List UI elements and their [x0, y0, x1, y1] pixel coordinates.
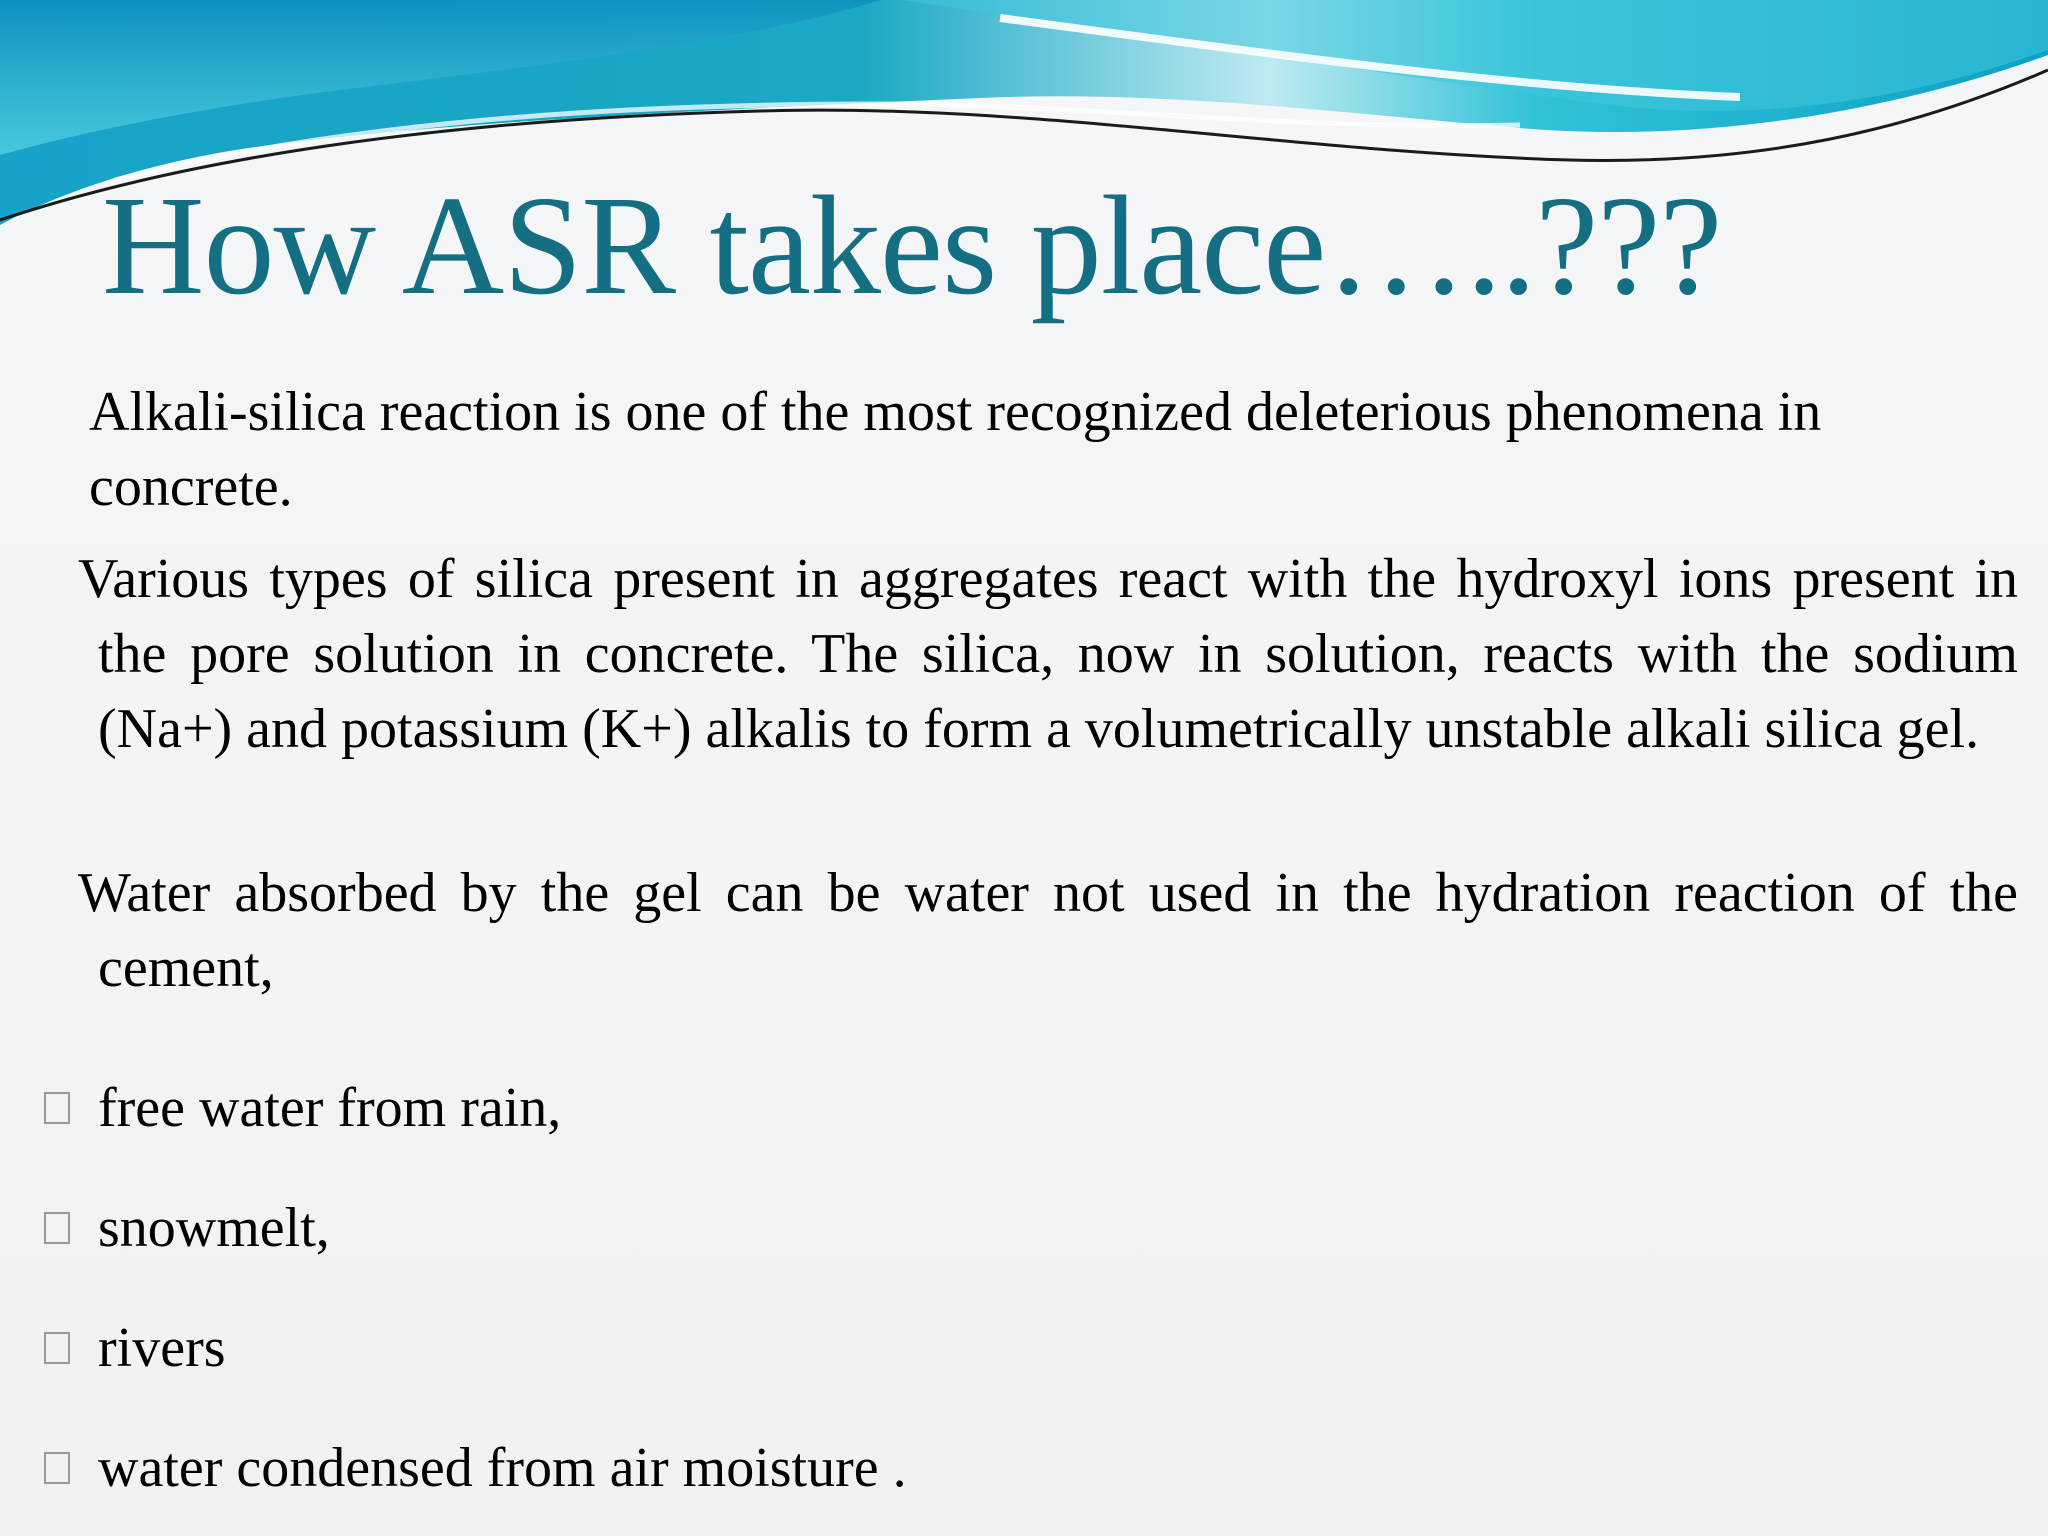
- bullet-text: free water from rain,: [98, 1076, 562, 1139]
- water-source-bullet-list: [44, 1048, 1944, 1528]
- square-bullet-icon: [44, 1092, 70, 1124]
- bullet-item-air-moisture: [44, 1408, 1944, 1528]
- bullet-item-rivers: [44, 1288, 1944, 1408]
- paragraph-silica-reaction: Various types of silica present in aggregates react with the hydroxyl ions present in the pore solution in concrete. The silica, now in solution, reacts with the sodium (Na+) and potassium (K+) alkalis to form a volumetrically unstable alkali silica gel.: [78, 548, 2018, 760]
- bullet-item-rain: [44, 1048, 1944, 1168]
- bullet-text: snowmelt,: [98, 1196, 330, 1259]
- paragraph-water-sources: Water absorbed by the gel can be water not used in the hydration reaction of the cement,: [78, 862, 2018, 999]
- square-bullet-icon: [44, 1452, 70, 1484]
- slide-title: How ASR takes place…..???: [102, 166, 1722, 324]
- bullet-text: rivers: [98, 1316, 226, 1379]
- square-bullet-icon: [44, 1332, 70, 1364]
- square-bullet-icon: [44, 1212, 70, 1244]
- bullet-item-snowmelt: [44, 1168, 1944, 1288]
- paragraph-asr-definition: Alkali-silica reaction is one of the most recognized deleterious phenomena in concrete.: [89, 381, 1822, 518]
- bullet-text: water condensed from air moisture .: [98, 1436, 907, 1499]
